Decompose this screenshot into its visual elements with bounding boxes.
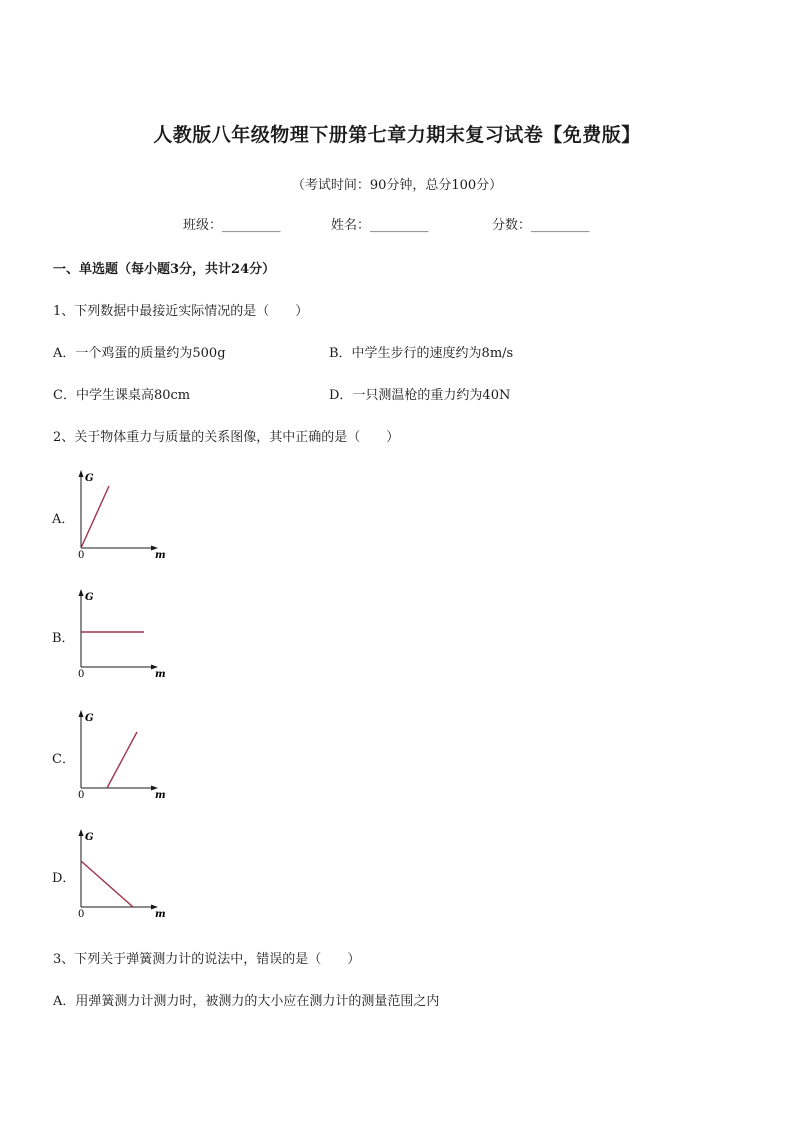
graph-d-label: D． [52, 871, 76, 886]
graph-a-origin: 0 [78, 550, 85, 561]
graph-a-x-label: m [155, 550, 166, 561]
score-field: 分数：_________ [492, 218, 590, 233]
question-1-option-a: A．一个鸡蛋的质量约为500g [53, 346, 226, 361]
section-heading: 一、单选题（每小题3分，共计24分） [53, 262, 276, 277]
question-2-stem: 2、关于物体重力与质量的关系图像，其中正确的是（ ） [53, 430, 400, 445]
graph-b-label: B． [52, 631, 75, 646]
graph-c-y-label: G [85, 713, 94, 724]
exam-title: 人教版八年级物理下册第七章力期末复习试卷【免费版】 [153, 124, 641, 146]
graph-d-y-label: G [85, 832, 94, 843]
class-field: 班级：_________ [183, 218, 281, 233]
question-1-option-b: B．中学生步行的速度约为8m/s [329, 346, 514, 361]
exam-subtitle: （考试时间：90分钟，总分100分） [291, 178, 503, 193]
graph-b-y-arrow [79, 589, 84, 596]
graph-c-line [107, 732, 137, 788]
graph-d [70, 827, 170, 923]
graph-a [70, 468, 170, 564]
graph-a-label: A． [52, 512, 75, 527]
graph-d-x-label: m [155, 909, 166, 920]
graph-b [70, 587, 170, 683]
graph-b-y-label: G [85, 592, 94, 603]
question-1-option-c: C．中学生课桌高80cm [53, 388, 191, 403]
question-1-stem: 1、下列数据中最接近实际情况的是（ ） [53, 304, 309, 319]
graph-b-x-label: m [155, 669, 166, 680]
question-3-stem: 3、下列关于弹簧测力计的说法中，错误的是（ ） [53, 952, 361, 967]
graph-a-y-arrow [79, 470, 84, 477]
graph-d-y-arrow [79, 829, 84, 836]
graph-a-y-label: G [85, 473, 94, 484]
question-3-option-a: A．用弹簧测力计测力时，被测力的大小应在测力计的测量范围之内 [53, 994, 440, 1009]
graph-c-label: C． [52, 752, 75, 767]
graph-d-origin: 0 [78, 909, 85, 920]
graph-b-origin: 0 [78, 669, 85, 680]
graph-c-origin: 0 [78, 790, 85, 801]
graph-c-x-label: m [155, 790, 166, 801]
graph-d-line [81, 861, 133, 907]
graph-a-line [81, 486, 109, 548]
graph-c [70, 708, 170, 804]
graph-c-y-arrow [79, 710, 84, 717]
name-field: 姓名：_________ [331, 218, 429, 233]
question-1-option-d: D．一只测温枪的重力约为40N [329, 388, 511, 403]
